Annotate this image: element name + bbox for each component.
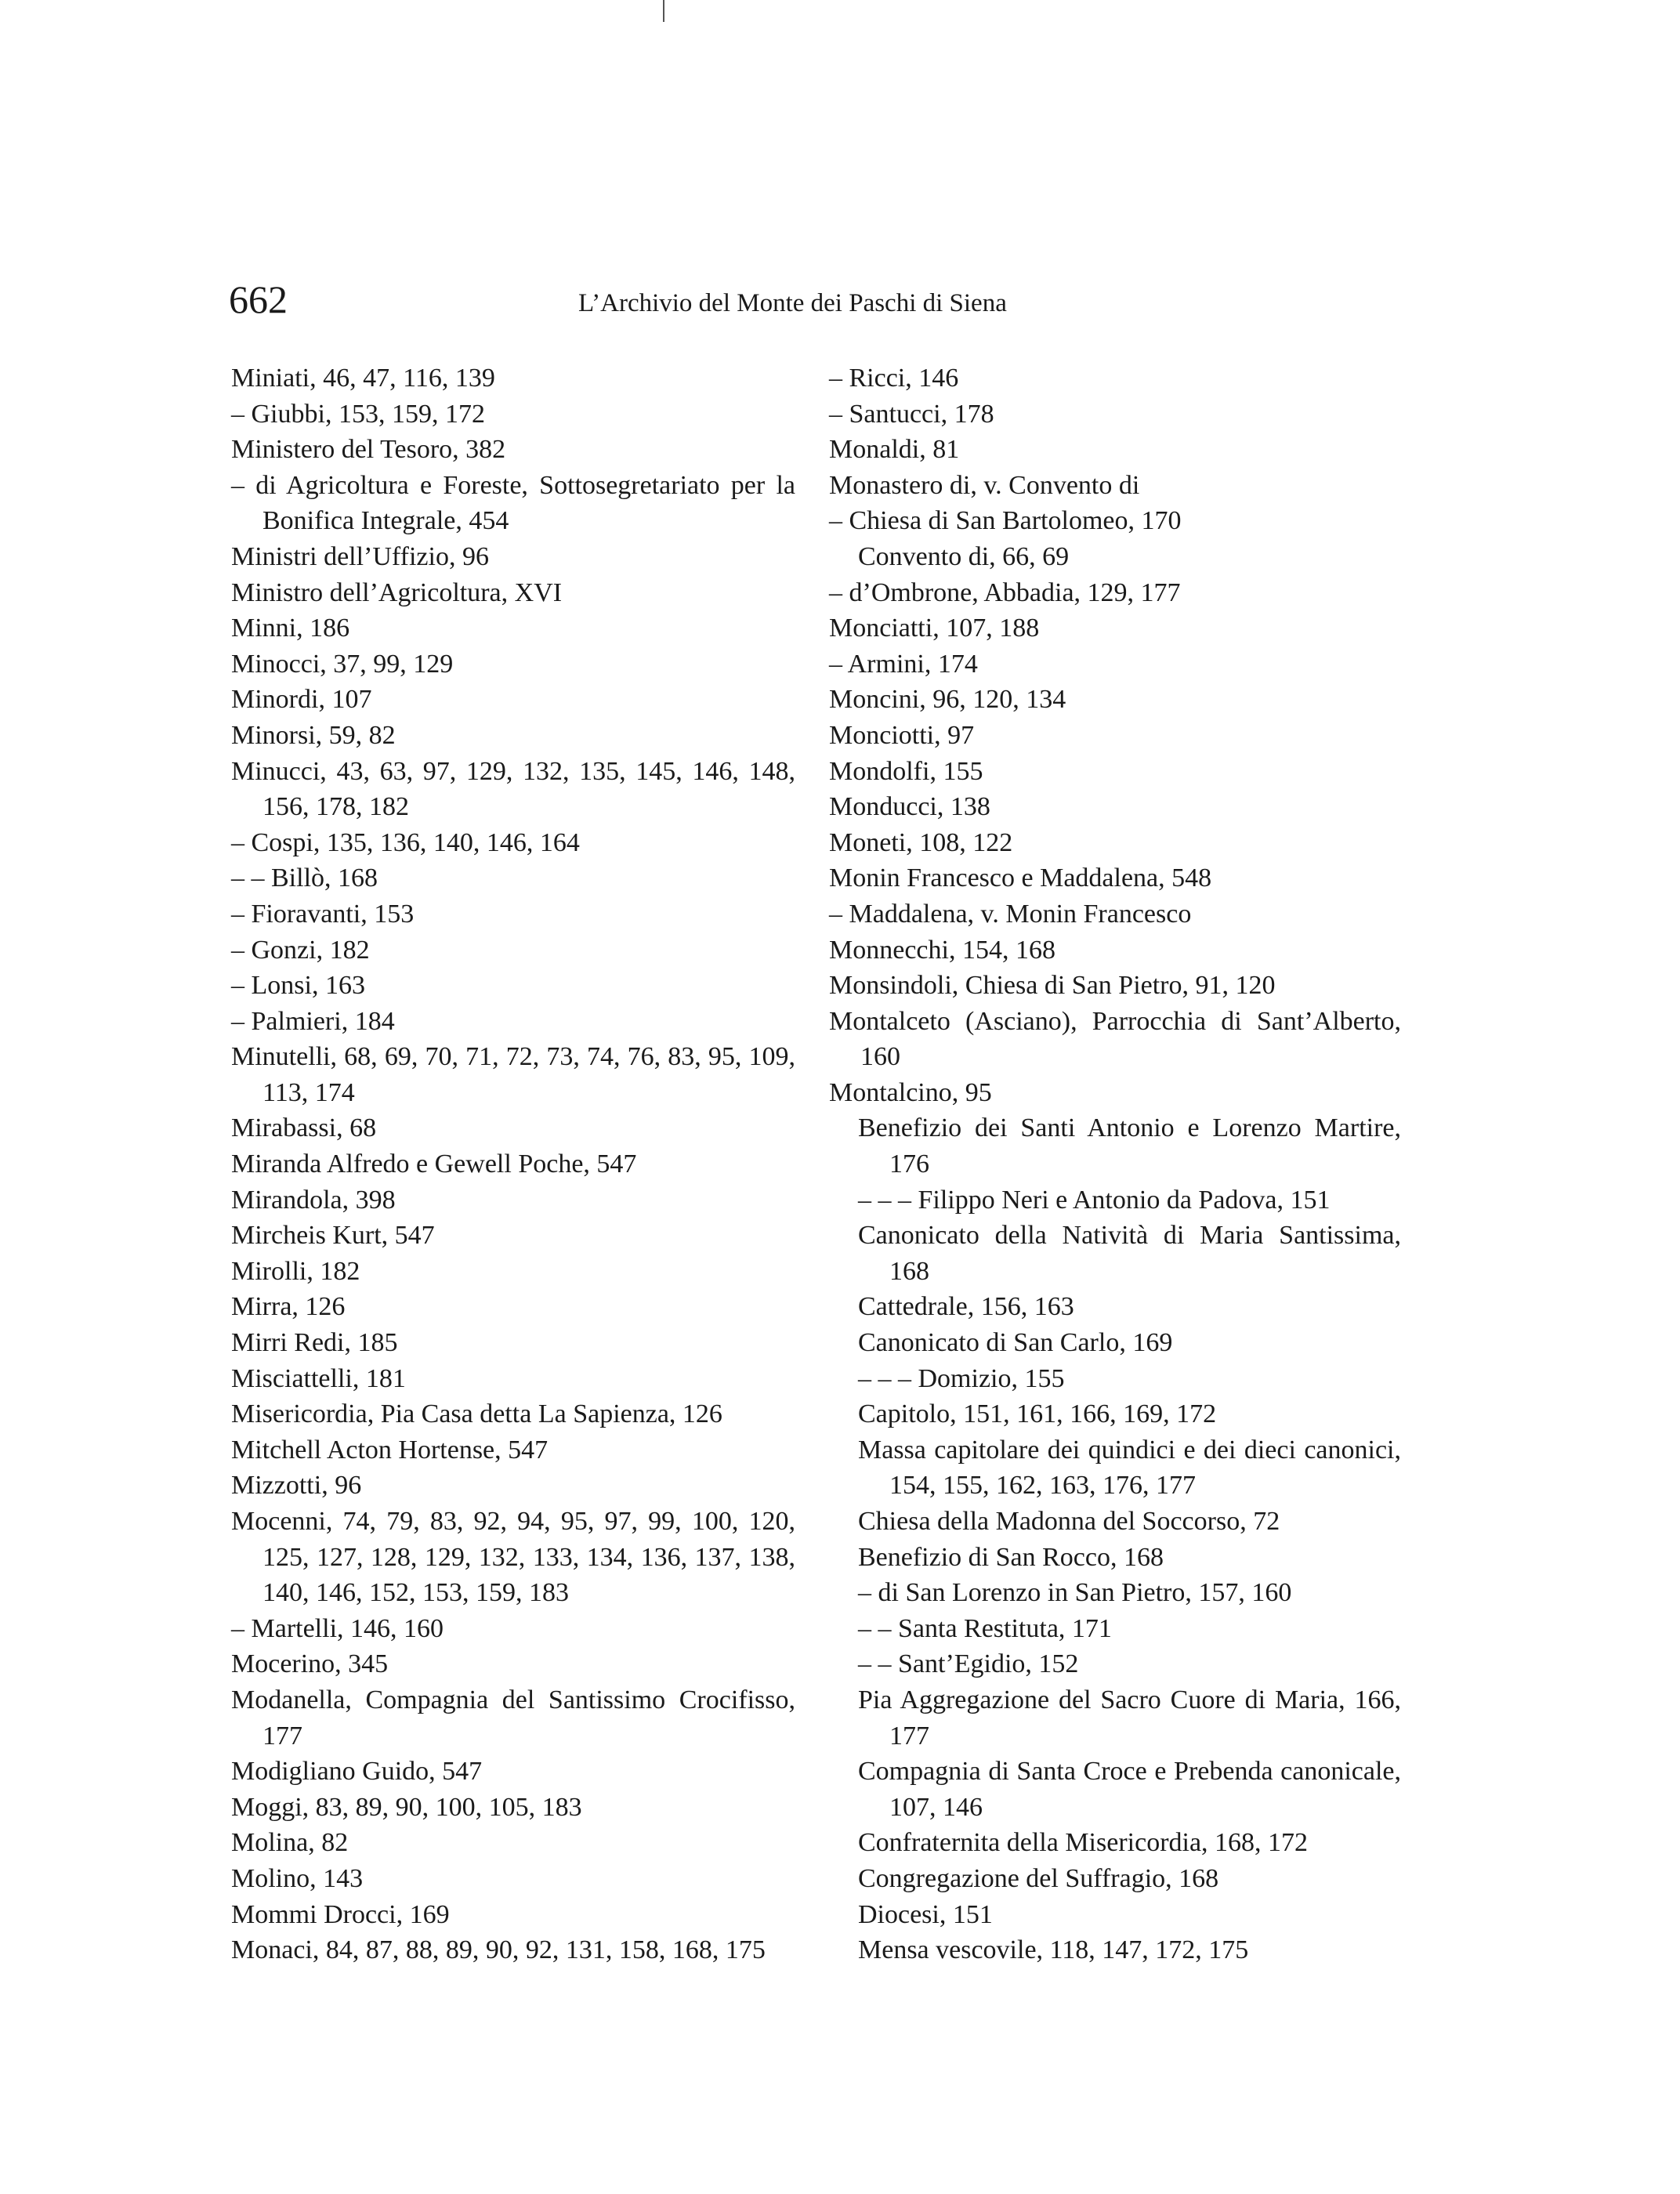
index-entry: Compagnia di Santa Croce e Prebenda canonicale, 107, 146 bbox=[858, 1757, 1401, 1822]
index-entry: Miniati, 46, 47, 116, 139 bbox=[231, 364, 495, 393]
index-entry: Mirabassi, 68 bbox=[231, 1113, 377, 1143]
index-entry: Montalceto (Asciano), Parrocchia di Sant’Alberto, 160 bbox=[829, 1006, 1401, 1072]
index-column-right bbox=[829, 360, 1401, 1968]
index-entry: Mocerino, 345 bbox=[231, 1649, 389, 1679]
index-entry: – Maddalena, v. Monin Francesco bbox=[829, 899, 1192, 929]
index-entry: Canonicato di San Carlo, 169 bbox=[858, 1328, 1173, 1358]
index-entry: Mircheis Kurt, 547 bbox=[231, 1221, 435, 1251]
index-entry: – Fioravanti, 153 bbox=[231, 899, 415, 929]
running-title: L’Archivio del Monte dei Paschi di Siena bbox=[578, 289, 1007, 317]
index-entry: Ministri dell’Uffizio, 96 bbox=[231, 541, 489, 571]
index-entry: Congregazione del Suffragio, 168 bbox=[858, 1863, 1219, 1893]
index-entry: – Giubbi, 153, 159, 172 bbox=[231, 399, 485, 429]
index-entry: Mocenni, 74, 79, 83, 92, 94, 95, 97, 99, 100, 120, 125, 127, 128, 129, 132, 133, 134, 136, 137, 138, 140, 146, 152, 153, 159, 183 bbox=[231, 1507, 795, 1608]
index-entry: Minocci, 37, 99, 129 bbox=[231, 649, 454, 679]
index-entry: Mondolfi, 155 bbox=[829, 756, 983, 786]
index-entry: Mirri Redi, 185 bbox=[231, 1328, 398, 1358]
index-entry: – di San Lorenzo in San Pietro, 157, 160 bbox=[858, 1578, 1292, 1608]
index-entry: Ministero del Tesoro, 382 bbox=[231, 435, 506, 465]
index-entry: – Ricci, 146 bbox=[829, 364, 959, 393]
index-entry: – Chiesa di San Bartolomeo, 170 bbox=[829, 506, 1182, 536]
index-entry: Misciattelli, 181 bbox=[231, 1363, 406, 1393]
index-entry: Modanella, Compagnia del Santissimo Crocifisso, 177 bbox=[231, 1685, 795, 1750]
index-entry: Monducci, 138 bbox=[829, 792, 990, 822]
index-entry: – di Agricoltura e Foreste, Sottosegretariato per la Bonifica Integrale, 454 bbox=[231, 470, 795, 536]
index-entry: Monin Francesco e Maddalena, 548 bbox=[829, 863, 1212, 893]
index-entry: Mirolli, 182 bbox=[231, 1256, 360, 1286]
index-entry: Miranda Alfredo e Gewell Poche, 547 bbox=[231, 1149, 637, 1179]
index-entry: Mensa vescovile, 118, 147, 172, 175 bbox=[858, 1935, 1249, 1965]
index-entry: Monaci, 84, 87, 88, 89, 90, 92, 131, 158, 168, 175 bbox=[231, 1935, 766, 1965]
index-entry: Diocesi, 151 bbox=[858, 1899, 993, 1929]
index-entry: Monastero di, v. Convento di bbox=[829, 470, 1140, 500]
index-entry: Mirra, 126 bbox=[231, 1292, 346, 1322]
index-entry: Moncini, 96, 120, 134 bbox=[829, 685, 1066, 715]
index-entry: Cattedrale, 156, 163 bbox=[858, 1292, 1074, 1322]
index-entry: – Lonsi, 163 bbox=[231, 971, 365, 1001]
index-entry: Moggi, 83, 89, 90, 100, 105, 183 bbox=[231, 1792, 582, 1822]
index-entry: Confraternita della Misericordia, 168, 172 bbox=[858, 1828, 1309, 1858]
index-entry: Chiesa della Madonna del Soccorso, 72 bbox=[858, 1507, 1280, 1536]
index-entry: – Santucci, 178 bbox=[829, 399, 994, 429]
index-entry: – Armini, 174 bbox=[829, 649, 978, 679]
index-entry: Montalcino, 95 bbox=[829, 1077, 992, 1107]
index-entry: Mizzotti, 96 bbox=[231, 1471, 362, 1501]
index-entry: Canonicato della Natività di Maria Santissima, 168 bbox=[858, 1221, 1401, 1286]
index-entry: – – Santa Restituta, 171 bbox=[858, 1613, 1112, 1643]
index-entry: Mitchell Acton Hortense, 547 bbox=[231, 1435, 549, 1464]
index-entry: – Cospi, 135, 136, 140, 146, 164 bbox=[231, 827, 580, 857]
index-entry: Monnecchi, 154, 168 bbox=[829, 935, 1055, 965]
index-entry: Moneti, 108, 122 bbox=[829, 827, 1013, 857]
index-entry: Mirandola, 398 bbox=[231, 1185, 396, 1215]
index-entry: Monsindoli, Chiesa di San Pietro, 91, 120 bbox=[829, 971, 1276, 1001]
index-entry: Benefizio dei Santi Antonio e Lorenzo Martire, 176 bbox=[858, 1113, 1401, 1179]
index-entry: Pia Aggregazione del Sacro Cuore di Maria, 166, 177 bbox=[858, 1685, 1401, 1750]
index-entry: Misericordia, Pia Casa detta La Sapienza, 126 bbox=[231, 1399, 722, 1429]
index-entry: Modigliano Guido, 547 bbox=[231, 1757, 483, 1787]
index-entry: Capitolo, 151, 161, 166, 169, 172 bbox=[858, 1399, 1217, 1429]
page-number: 662 bbox=[229, 277, 288, 321]
index-entry: Benefizio di San Rocco, 168 bbox=[858, 1542, 1164, 1572]
index-entry: Convento di, 66, 69 bbox=[858, 541, 1070, 571]
index-entry: Mommi Drocci, 169 bbox=[231, 1899, 450, 1929]
index-entry: – – – Domizio, 155 bbox=[858, 1363, 1065, 1393]
index-entry: Minorsi, 59, 82 bbox=[231, 720, 396, 750]
index-entry: – d’Ombrone, Abbadia, 129, 177 bbox=[829, 577, 1181, 607]
index-column-left bbox=[231, 360, 795, 1968]
index-entry: Molino, 143 bbox=[231, 1863, 364, 1893]
index-entry: Molina, 82 bbox=[231, 1828, 349, 1858]
page-header bbox=[229, 276, 1451, 323]
index-entry: Minucci, 43, 63, 97, 129, 132, 135, 145, 146, 148, 156, 178, 182 bbox=[231, 756, 795, 822]
index-entry: Minutelli, 68, 69, 70, 71, 72, 73, 74, 76, 83, 95, 109, 113, 174 bbox=[231, 1042, 795, 1107]
page-crease-line bbox=[663, 0, 664, 22]
index-entry: – Martelli, 146, 160 bbox=[231, 1613, 444, 1643]
index-entry: Minordi, 107 bbox=[231, 685, 372, 715]
index-entry: – – Billò, 168 bbox=[231, 863, 378, 893]
index-entry: Monaldi, 81 bbox=[829, 435, 960, 465]
index-entry: Massa capitolare dei quindici e dei dieci canonici, 154, 155, 162, 163, 176, 177 bbox=[858, 1435, 1401, 1501]
index-entry: – Palmieri, 184 bbox=[231, 1006, 395, 1036]
index-entry: Minni, 186 bbox=[231, 614, 350, 643]
index-entry: – – – Filippo Neri e Antonio da Padova, 151 bbox=[858, 1185, 1331, 1215]
index-entry: Monciotti, 97 bbox=[829, 720, 975, 750]
index-entry: – Gonzi, 182 bbox=[231, 935, 370, 965]
index-entry: – – Sant’Egidio, 152 bbox=[858, 1649, 1079, 1679]
index-entry: Ministro dell’Agricoltura, XVI bbox=[231, 577, 563, 607]
index-entry: Monciatti, 107, 188 bbox=[829, 614, 1040, 643]
